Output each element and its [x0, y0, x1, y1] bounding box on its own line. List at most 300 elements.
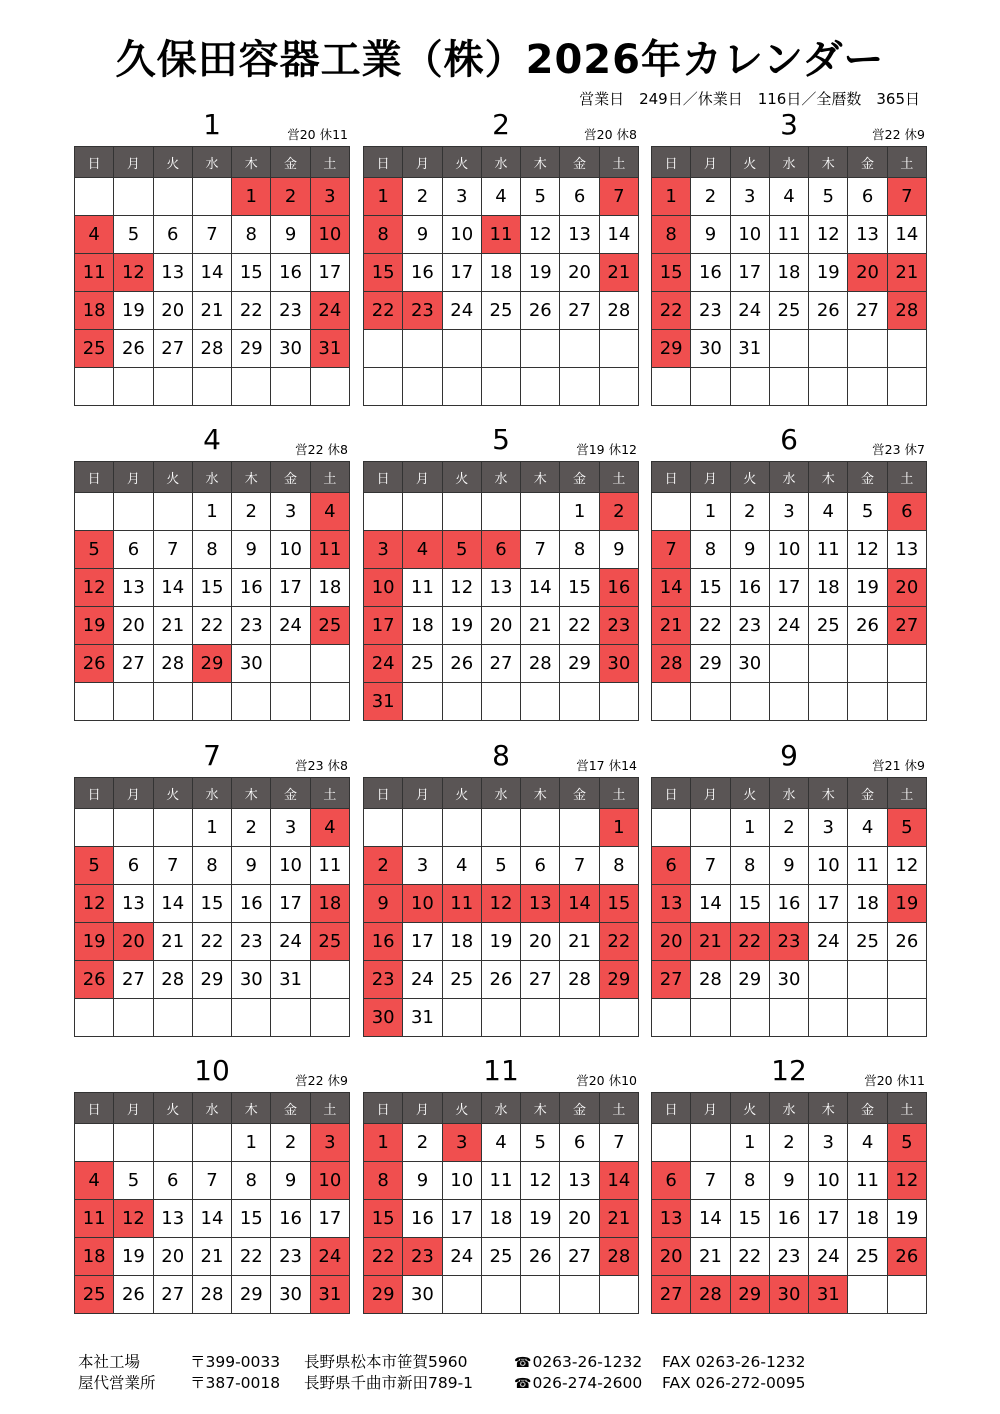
month-header	[74, 425, 350, 461]
empty-cell	[560, 368, 599, 406]
holiday-cell: 22	[599, 923, 638, 961]
weekday-header: 木	[232, 778, 271, 809]
weekday-header: 月	[114, 778, 153, 809]
empty-cell	[114, 493, 153, 531]
holiday-cell: 27	[887, 607, 926, 645]
month-calendar	[651, 110, 927, 406]
weekday-header: 月	[691, 778, 730, 809]
month-number: 7	[203, 739, 221, 772]
week-row	[652, 569, 927, 607]
workday-cell: 25	[481, 1238, 520, 1276]
month-calendar	[651, 1056, 927, 1314]
empty-cell	[75, 493, 114, 531]
workday-cell: 10	[271, 531, 310, 569]
empty-cell	[769, 330, 808, 368]
weekday-header: 水	[481, 462, 520, 493]
empty-cell	[652, 683, 691, 721]
workday-cell: 9	[232, 847, 271, 885]
workday-cell: 14	[887, 216, 926, 254]
workday-cell: 27	[153, 1276, 192, 1314]
week-row	[364, 216, 639, 254]
weekday-header: 土	[887, 778, 926, 809]
workday-cell: 7	[691, 1162, 730, 1200]
workday-cell: 22	[192, 607, 231, 645]
empty-cell	[769, 999, 808, 1037]
workday-cell: 10	[809, 1162, 848, 1200]
workday-cell: 14	[192, 254, 231, 292]
month-calendar	[74, 110, 350, 406]
month-header	[651, 741, 927, 777]
weekday-header: 日	[364, 1093, 403, 1124]
month-header	[363, 741, 639, 777]
empty-cell	[691, 683, 730, 721]
weekday-header: 日	[75, 147, 114, 178]
empty-cell	[560, 809, 599, 847]
workday-cell: 17	[403, 923, 442, 961]
workday-cell: 17	[809, 1200, 848, 1238]
empty-cell	[481, 330, 520, 368]
weekday-header: 水	[192, 462, 231, 493]
workday-cell: 15	[730, 1200, 769, 1238]
week-row	[364, 330, 639, 368]
workday-cell: 14	[691, 1200, 730, 1238]
workday-cell: 3	[809, 809, 848, 847]
week-row	[75, 330, 350, 368]
weekday-header: 月	[114, 1093, 153, 1124]
weekday-header: 日	[75, 1093, 114, 1124]
weekday-header: 水	[481, 778, 520, 809]
workday-cell: 11	[310, 847, 349, 885]
month-calendar	[651, 741, 927, 1037]
empty-cell	[652, 1124, 691, 1162]
empty-cell	[75, 809, 114, 847]
month-number: 2	[492, 108, 510, 141]
week-row	[75, 923, 350, 961]
empty-cell	[809, 683, 848, 721]
empty-cell	[192, 368, 231, 406]
workday-cell: 18	[442, 923, 481, 961]
holiday-cell: 27	[652, 961, 691, 999]
workday-cell: 14	[521, 569, 560, 607]
workday-cell: 10	[442, 1162, 481, 1200]
weekday-header: 水	[769, 1093, 808, 1124]
weekday-header: 日	[652, 147, 691, 178]
week-row	[364, 999, 639, 1037]
week-row	[652, 1238, 927, 1276]
weekday-header: 火	[730, 147, 769, 178]
holiday-cell: 12	[481, 885, 520, 923]
workday-cell: 28	[560, 961, 599, 999]
office-tel: 0263-26-1232	[532, 1353, 643, 1371]
workday-cell: 16	[769, 1200, 808, 1238]
workday-cell: 6	[521, 847, 560, 885]
workday-cell: 8	[560, 531, 599, 569]
workday-cell: 23	[730, 607, 769, 645]
weekday-header: 日	[652, 1093, 691, 1124]
workday-cell: 9	[232, 531, 271, 569]
weekday-header: 土	[887, 462, 926, 493]
empty-cell	[403, 683, 442, 721]
workday-cell: 13	[114, 885, 153, 923]
holiday-cell: 1	[232, 178, 271, 216]
empty-cell	[271, 999, 310, 1037]
weekday-header: 木	[521, 147, 560, 178]
month-table	[363, 1092, 639, 1314]
month-calendar	[74, 1056, 350, 1314]
holiday-cell: 28	[887, 292, 926, 330]
workday-cell: 18	[481, 1200, 520, 1238]
workday-cell: 8	[730, 847, 769, 885]
weekday-header: 土	[599, 1093, 638, 1124]
week-row	[364, 961, 639, 999]
footer-contacts	[78, 1352, 805, 1394]
workday-cell: 3	[769, 493, 808, 531]
month-calendar	[651, 425, 927, 721]
week-row	[364, 1238, 639, 1276]
holiday-cell: 12	[75, 885, 114, 923]
workday-cell: 6	[560, 1124, 599, 1162]
workday-cell: 8	[192, 847, 231, 885]
weekday-header: 月	[691, 1093, 730, 1124]
empty-cell	[271, 683, 310, 721]
workday-cell: 11	[769, 216, 808, 254]
workday-cell: 26	[809, 292, 848, 330]
empty-cell	[403, 493, 442, 531]
workday-cell: 16	[691, 254, 730, 292]
workday-cell: 21	[521, 607, 560, 645]
workday-cell: 17	[310, 1200, 349, 1238]
empty-cell	[364, 330, 403, 368]
week-row	[75, 607, 350, 645]
workday-cell: 30	[403, 1276, 442, 1314]
holiday-cell: 6	[652, 847, 691, 885]
workday-cell: 24	[730, 292, 769, 330]
office-fax: FAX 026-272-0095	[662, 1374, 806, 1392]
holiday-cell: 18	[75, 1238, 114, 1276]
weekday-header: 土	[887, 147, 926, 178]
workday-cell: 23	[769, 1238, 808, 1276]
month-table	[363, 777, 639, 1037]
empty-cell	[599, 999, 638, 1037]
holiday-cell: 3	[310, 1124, 349, 1162]
office-address: 長野県松本市笹賀5960	[304, 1353, 468, 1371]
workday-cell: 28	[599, 292, 638, 330]
weekday-header: 木	[521, 1093, 560, 1124]
empty-cell	[652, 999, 691, 1037]
month-stats: 営17 休14	[576, 758, 637, 773]
holiday-cell: 5	[887, 809, 926, 847]
workday-cell: 2	[769, 809, 808, 847]
workday-cell: 5	[481, 847, 520, 885]
workday-cell: 28	[192, 1276, 231, 1314]
workday-cell: 9	[403, 1162, 442, 1200]
month-table	[651, 1092, 927, 1314]
week-row	[364, 531, 639, 569]
workday-cell: 15	[232, 254, 271, 292]
empty-cell	[481, 493, 520, 531]
empty-cell	[887, 999, 926, 1037]
workday-cell: 6	[848, 178, 887, 216]
month-header	[74, 110, 350, 146]
workday-cell: 20	[114, 607, 153, 645]
empty-cell	[652, 809, 691, 847]
holiday-cell: 28	[599, 1238, 638, 1276]
empty-cell	[442, 1276, 481, 1314]
holiday-cell: 23	[364, 961, 403, 999]
workday-cell: 14	[153, 569, 192, 607]
holiday-cell: 1	[599, 809, 638, 847]
holiday-cell: 11	[442, 885, 481, 923]
weekday-header: 金	[271, 147, 310, 178]
weekday-header: 木	[232, 147, 271, 178]
workday-cell: 7	[153, 847, 192, 885]
empty-cell	[691, 999, 730, 1037]
week-row	[364, 809, 639, 847]
workday-cell: 1	[192, 809, 231, 847]
workday-cell: 17	[442, 254, 481, 292]
workday-cell: 2	[769, 1124, 808, 1162]
workday-cell: 13	[114, 569, 153, 607]
workday-cell: 24	[442, 292, 481, 330]
workday-cell: 21	[153, 607, 192, 645]
holiday-cell: 14	[652, 569, 691, 607]
workday-cell: 21	[192, 292, 231, 330]
workday-cell: 26	[521, 1238, 560, 1276]
weekday-header: 金	[560, 147, 599, 178]
workday-cell: 7	[192, 1162, 231, 1200]
workday-cell: 2	[730, 493, 769, 531]
weekday-header: 日	[652, 778, 691, 809]
weekday-header: 月	[403, 147, 442, 178]
workday-cell: 30	[730, 645, 769, 683]
holiday-cell: 21	[652, 607, 691, 645]
holiday-cell: 7	[887, 178, 926, 216]
holiday-cell: 21	[599, 1200, 638, 1238]
empty-cell	[364, 493, 403, 531]
week-row	[75, 216, 350, 254]
month-table	[363, 461, 639, 721]
weekday-header: 日	[75, 462, 114, 493]
workday-cell: 21	[560, 923, 599, 961]
month-calendar	[363, 741, 639, 1037]
empty-cell	[75, 368, 114, 406]
workday-cell: 4	[481, 1124, 520, 1162]
weekday-header: 土	[887, 1093, 926, 1124]
holiday-cell: 19	[75, 607, 114, 645]
empty-cell	[271, 645, 310, 683]
week-row	[652, 254, 927, 292]
workday-cell: 22	[691, 607, 730, 645]
holiday-cell: 30	[769, 1276, 808, 1314]
empty-cell	[153, 493, 192, 531]
empty-cell	[75, 178, 114, 216]
office-zip: 〒387-0018	[190, 1374, 281, 1392]
empty-cell	[153, 809, 192, 847]
holiday-cell: 8	[364, 216, 403, 254]
week-row	[364, 683, 639, 721]
workday-cell: 8	[232, 1162, 271, 1200]
workday-cell: 6	[114, 847, 153, 885]
weekday-header: 土	[599, 462, 638, 493]
workday-cell: 20	[560, 254, 599, 292]
holiday-cell: 13	[652, 885, 691, 923]
empty-cell	[848, 961, 887, 999]
workday-cell: 1	[232, 1124, 271, 1162]
holiday-cell: 21	[691, 923, 730, 961]
weekday-header: 月	[691, 147, 730, 178]
week-row	[652, 607, 927, 645]
week-row	[652, 961, 927, 999]
holiday-cell: 2	[364, 847, 403, 885]
workday-cell: 30	[691, 330, 730, 368]
empty-cell	[310, 645, 349, 683]
holiday-cell: 19	[887, 885, 926, 923]
empty-cell	[887, 368, 926, 406]
week-row	[75, 999, 350, 1037]
workday-cell: 11	[848, 847, 887, 885]
workday-cell: 25	[848, 923, 887, 961]
empty-cell	[730, 683, 769, 721]
workday-cell: 1	[730, 809, 769, 847]
workday-cell: 18	[403, 607, 442, 645]
telephone-icon: ☎	[514, 1355, 532, 1371]
empty-cell	[560, 1276, 599, 1314]
empty-cell	[114, 999, 153, 1037]
month-table	[74, 1092, 350, 1314]
weekday-header: 火	[730, 1093, 769, 1124]
workday-cell: 17	[310, 254, 349, 292]
month-header	[651, 1056, 927, 1092]
month-calendar	[363, 1056, 639, 1314]
empty-cell	[114, 683, 153, 721]
workday-cell: 27	[153, 330, 192, 368]
week-row	[75, 368, 350, 406]
weekday-header: 火	[730, 778, 769, 809]
empty-cell	[114, 809, 153, 847]
workday-cell: 20	[521, 923, 560, 961]
week-row	[652, 645, 927, 683]
empty-cell	[403, 809, 442, 847]
empty-cell	[809, 330, 848, 368]
workday-cell: 5	[114, 1162, 153, 1200]
weekday-header: 火	[442, 462, 481, 493]
workday-cell: 17	[271, 885, 310, 923]
workday-cell: 24	[271, 607, 310, 645]
workday-cell: 7	[599, 1124, 638, 1162]
holiday-cell: 27	[652, 1276, 691, 1314]
weekday-header: 金	[848, 1093, 887, 1124]
week-row	[652, 885, 927, 923]
weekday-header: 水	[192, 147, 231, 178]
workday-cell: 16	[271, 1200, 310, 1238]
week-row	[75, 531, 350, 569]
workday-cell: 7	[691, 847, 730, 885]
month-table	[651, 146, 927, 406]
holiday-cell: 4	[310, 809, 349, 847]
month-table	[74, 461, 350, 721]
weekday-header: 木	[809, 778, 848, 809]
empty-cell	[691, 368, 730, 406]
holiday-cell: 29	[652, 330, 691, 368]
workday-cell: 27	[114, 961, 153, 999]
workday-cell: 3	[271, 493, 310, 531]
week-row	[75, 178, 350, 216]
empty-cell	[848, 1276, 887, 1314]
week-row	[652, 999, 927, 1037]
workday-cell: 18	[809, 569, 848, 607]
weekday-header: 水	[192, 778, 231, 809]
month-stats: 営22 休9	[295, 1073, 348, 1088]
workday-cell: 4	[481, 178, 520, 216]
workday-cell: 28	[153, 645, 192, 683]
workday-cell: 21	[691, 1238, 730, 1276]
week-row	[364, 1276, 639, 1314]
empty-cell	[271, 368, 310, 406]
workday-cell: 6	[153, 1162, 192, 1200]
workday-cell: 29	[691, 645, 730, 683]
workday-cell: 26	[848, 607, 887, 645]
week-row	[364, 847, 639, 885]
workday-cell: 19	[114, 292, 153, 330]
workday-cell: 27	[560, 1238, 599, 1276]
workday-cell: 8	[730, 1162, 769, 1200]
week-row	[652, 368, 927, 406]
workday-cell: 20	[153, 1238, 192, 1276]
week-row	[364, 1162, 639, 1200]
weekday-header: 土	[310, 462, 349, 493]
workday-cell: 27	[114, 645, 153, 683]
month-header	[363, 425, 639, 461]
week-row	[364, 1124, 639, 1162]
empty-cell	[560, 683, 599, 721]
empty-cell	[769, 683, 808, 721]
workday-cell: 28	[521, 645, 560, 683]
workday-cell: 2	[403, 178, 442, 216]
month-stats: 営23 休8	[295, 758, 348, 773]
week-row	[75, 1276, 350, 1314]
holiday-cell: 3	[364, 531, 403, 569]
holiday-cell: 10	[310, 1162, 349, 1200]
holiday-cell: 28	[691, 1276, 730, 1314]
empty-cell	[481, 1276, 520, 1314]
holiday-cell: 10	[403, 885, 442, 923]
empty-cell	[442, 683, 481, 721]
empty-cell	[232, 368, 271, 406]
workday-cell: 24	[442, 1238, 481, 1276]
weekday-header: 月	[114, 147, 153, 178]
holiday-cell: 5	[442, 531, 481, 569]
holiday-cell: 31	[310, 1276, 349, 1314]
holiday-cell: 23	[769, 923, 808, 961]
month-stats: 営20 休11	[864, 1073, 925, 1088]
empty-cell	[887, 330, 926, 368]
week-row	[652, 683, 927, 721]
workday-cell: 9	[403, 216, 442, 254]
holiday-cell: 15	[364, 254, 403, 292]
month-table	[74, 777, 350, 1037]
workday-cell: 16	[403, 254, 442, 292]
empty-cell	[887, 961, 926, 999]
weekday-header: 月	[403, 462, 442, 493]
workday-cell: 4	[769, 178, 808, 216]
workday-cell: 17	[442, 1200, 481, 1238]
annual-summary: 営業日 249日／休業日 116日／全暦数 365日	[579, 90, 920, 108]
workday-cell: 12	[887, 847, 926, 885]
week-row	[652, 1276, 927, 1314]
workday-cell: 14	[599, 216, 638, 254]
weekday-header: 火	[442, 1093, 481, 1124]
workday-cell: 17	[769, 569, 808, 607]
